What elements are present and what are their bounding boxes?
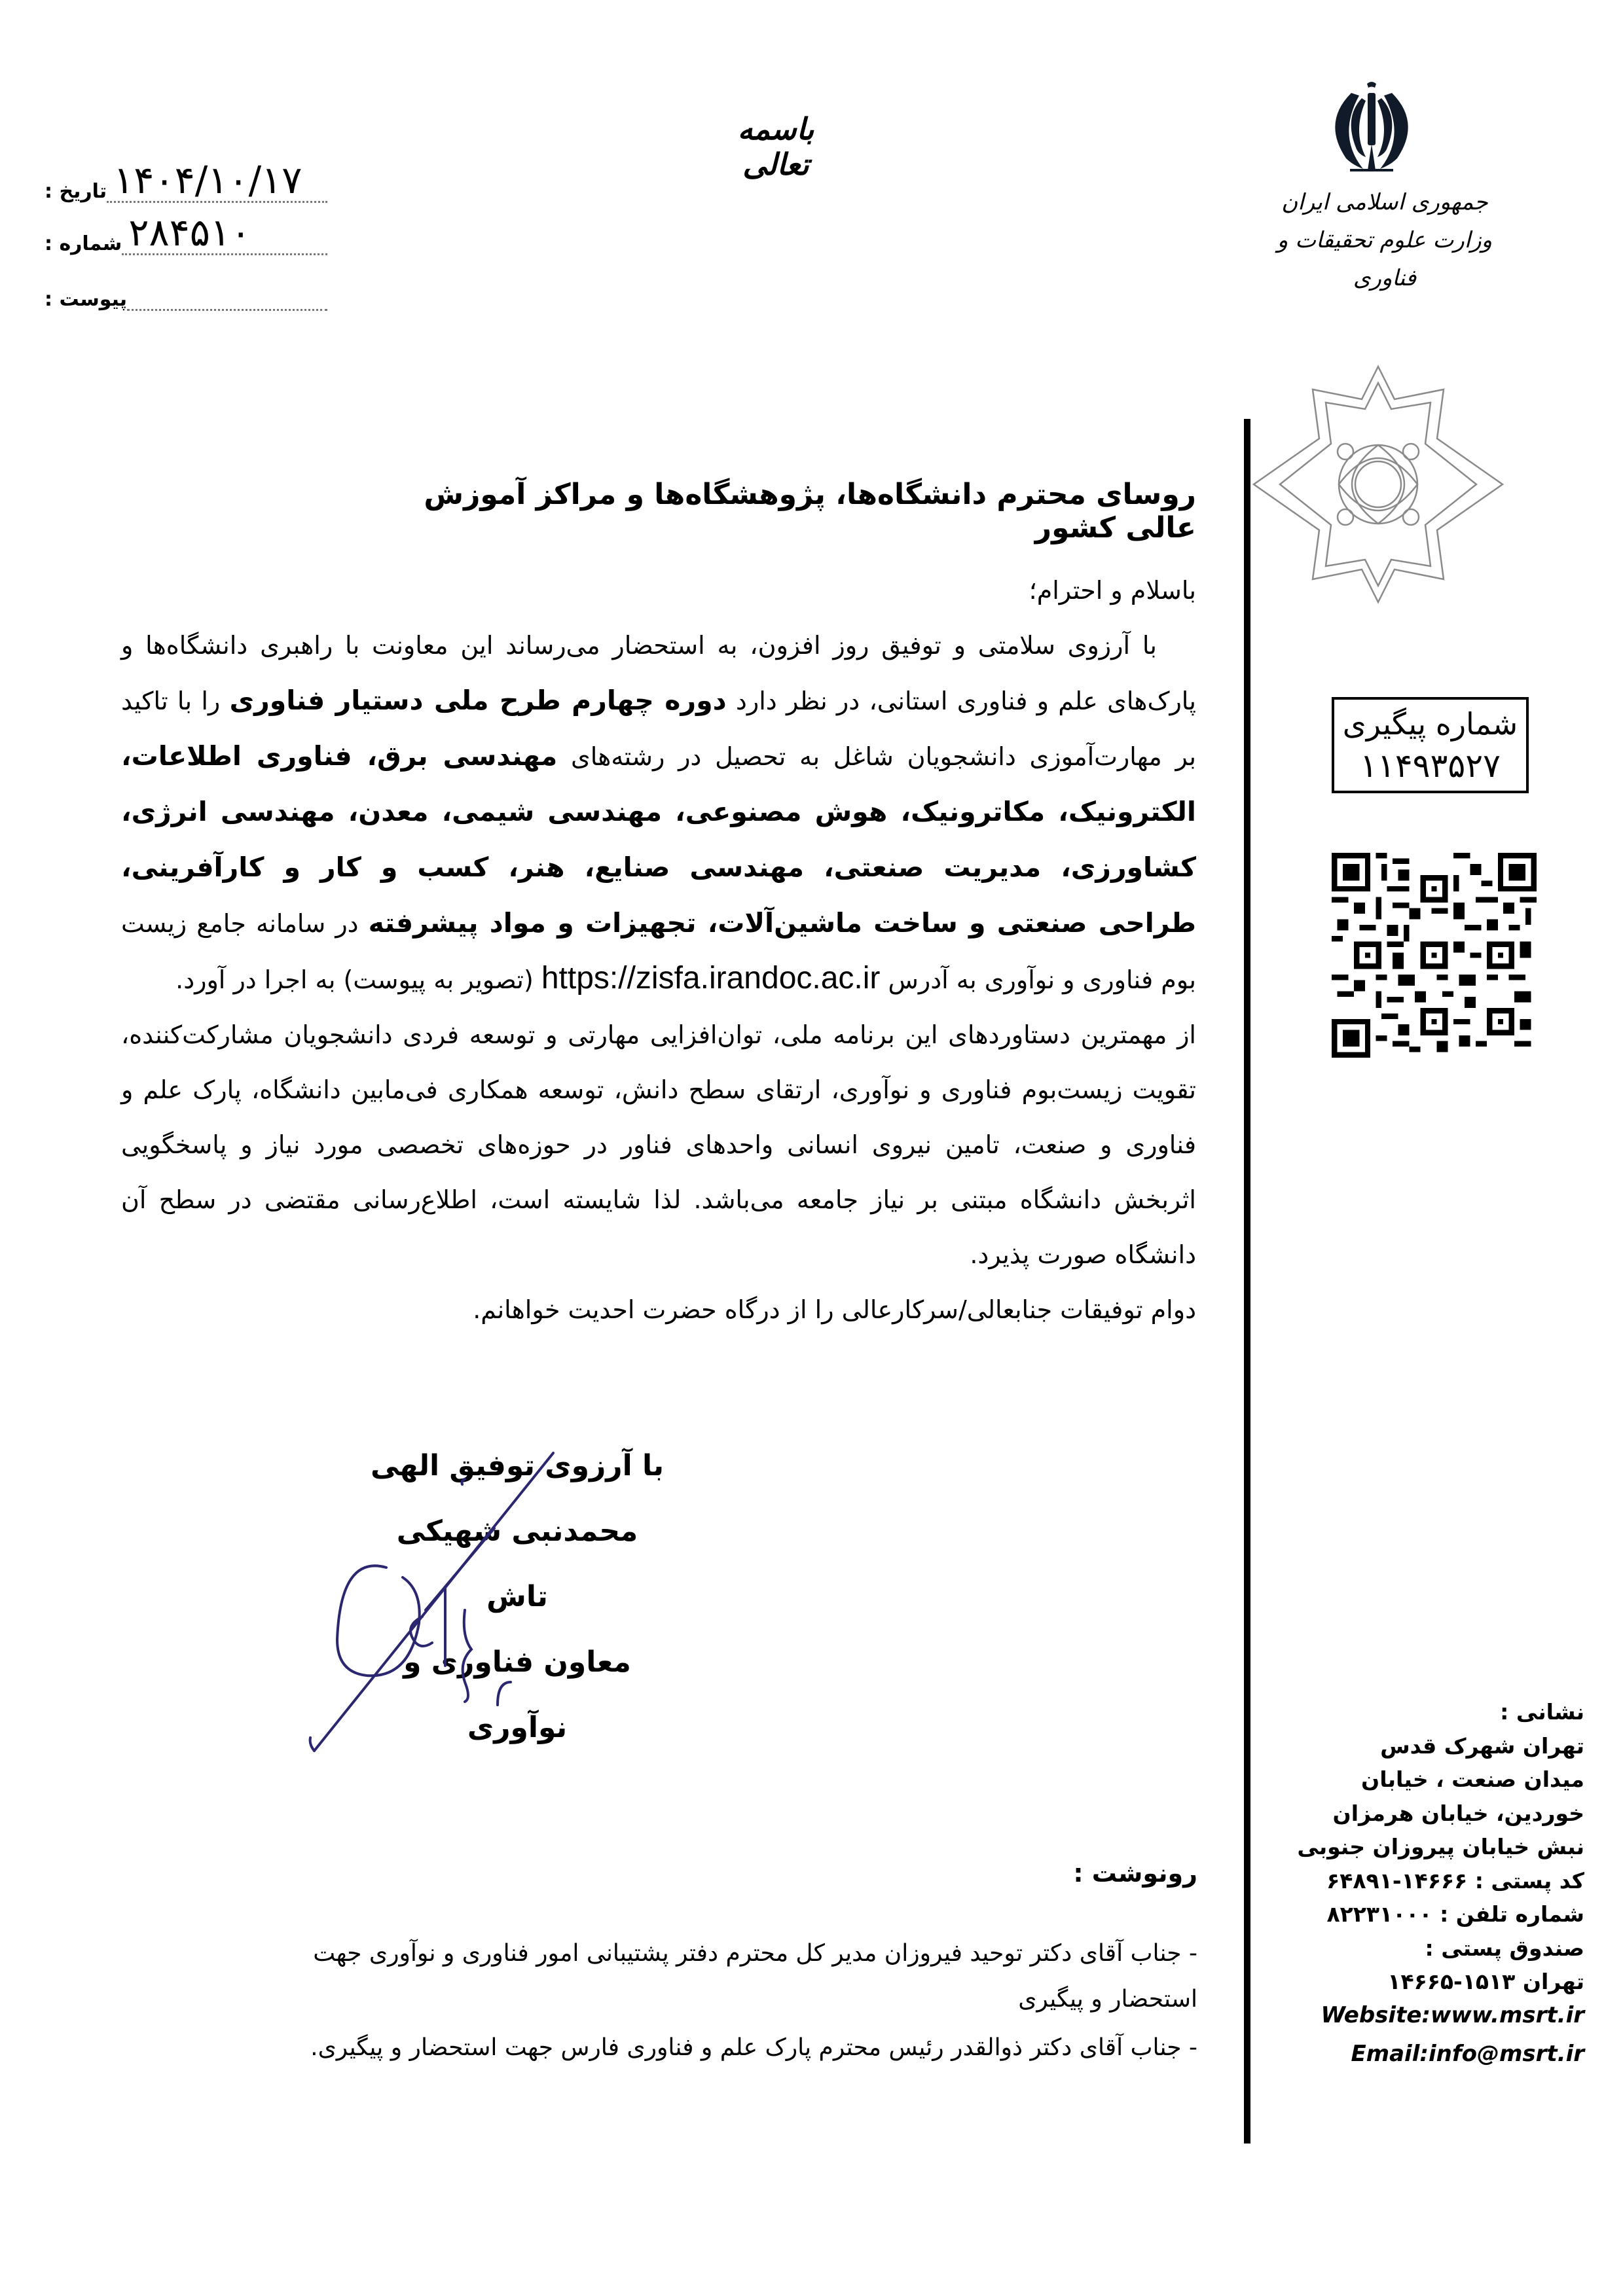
address-line: نبش خیابان پیروزان جنوبی xyxy=(1297,1834,1584,1859)
paragraph-2: از مهمترین دستاوردهای این برنامه ملی، توان‌افزایی مهارتی و توسعه فردی دانشجویان مشارکت‌کننده، تقویت زیست‌بوم فناوری و نوآوری، ارتقای سطح دانش، توسعه همکاری فی‌مابین دانشگاه، پارک علم و فناوری و صنعت، تامین نیروی انسانی واحدهای فناور در حوزه‌های تخصصی مورد نیاز و پاسخگویی اثربخش دانشگاه مبتنی بر نیاز جامعه می‌باشد. لذا شایسته است، اطلاع‌رسانی مقتضی در سطح آن دانشگاه صورت پذیرد. xyxy=(121,1020,1196,1269)
email-link[interactable]: Email:info@msrt.ir xyxy=(1351,2041,1584,2067)
address-line: تهران شهرک قدس xyxy=(1380,1732,1584,1759)
ministry-address xyxy=(1270,1695,1584,2072)
po-box-label: صندوق پستی : xyxy=(1425,1935,1584,1961)
attachment-field xyxy=(39,265,327,311)
fields-list: مهندسی برق، فناوری اطلاعات، الکترونیک، مکاترونیک، هوش مصنوعی، مهندسی شیمی، معدن، مهندسی انرژی، کشاورزی، مدیریت صنعتی، مهندسی صنایع، هنر، کسب و کار و کارآفرینی، طراحی صنعتی و ساخت ماشین‌آلات، تجهیزات و مواد پیشرفته xyxy=(121,740,1196,939)
postal-code: کد پستی : ۱۴۶۶۶-۶۴۸۹۱ xyxy=(1326,1867,1584,1893)
date-value: ۱۴۰۴/۱۰/۱۷ xyxy=(107,160,327,203)
date-field xyxy=(39,157,327,203)
program-name: دوره چهارم طرح ملی دستیار فناوری xyxy=(229,685,727,716)
p1-text-a: با آرزوی سلامتی و توفیق روز افزون، به استحضار می‌رساند این معاونت با راهبری دانشگاه‌ها و پارک‌های علم و فناوری استانی، در نظر دارد xyxy=(121,631,1196,715)
signatory-title: معاون فناوری و نوآوری xyxy=(403,1645,631,1744)
attachment-label: پیوست : xyxy=(45,288,128,311)
cc-heading: رونوشت : xyxy=(1073,1859,1197,1888)
address-label: نشانی : xyxy=(1500,1699,1584,1725)
address-line: خوردین، خیابان هرمزان xyxy=(1332,1800,1584,1826)
date-label: تاریخ : xyxy=(45,180,107,203)
phone-number: شماره تلفن : ۸۲۲۳۱۰۰۰ xyxy=(1326,1901,1584,1927)
p1-text-e: در سامانه جامع زیست بوم فناوری و نوآوری به آدرس xyxy=(121,909,1196,994)
p1-text-c: را با تاکید بر مهارت‌آموزی دانشجویان شاغل به تحصیل در رشته‌های xyxy=(121,687,1197,771)
qr-code-icon[interactable] xyxy=(1332,852,1537,1058)
tracking-label: شماره پیگیری xyxy=(1342,706,1518,742)
system-url-link[interactable]: https://zisfa.irandoc.ac.ir xyxy=(541,961,881,996)
ornament-icon xyxy=(1247,360,1509,609)
basmala-heading: باسمه تعالی xyxy=(737,111,814,182)
attachment-value xyxy=(127,289,327,311)
salutation: باسلام و احترام؛ xyxy=(1029,576,1196,605)
p1-text-f: (تصویر به پیوست) به اجرا در آورد. xyxy=(175,965,541,994)
cc-item: - جناب آقای دکتر ذوالقدر رئیس محترم پارک علم و فناوری فارس جهت استحضار و پیگیری. xyxy=(310,2034,1197,2061)
iran-emblem-icon xyxy=(1322,79,1421,177)
number-value: ۲۸۴۵۱۰ xyxy=(122,213,327,255)
tracking-number-box xyxy=(1332,697,1529,793)
website-link[interactable]: Website:www.msrt.ir xyxy=(1321,2001,1584,2028)
ministry-line1: جمهوری اسلامی ایران xyxy=(1281,189,1488,215)
ministry-line2: وزارت علوم تحقیقات و فناوری xyxy=(1277,227,1493,291)
cc-item: - جناب آقای دکتر توحید فیروزان مدیر کل محترم دفتر پشتیبانی امور فناوری و نوآوری جهت استحضار و پیگیری xyxy=(313,1940,1197,2013)
paragraph-1 xyxy=(121,618,1196,1007)
ministry-title xyxy=(1244,183,1525,297)
number-field xyxy=(39,209,327,255)
number-label: شماره : xyxy=(45,232,122,255)
address-line: میدان صنعت ، خیابان xyxy=(1361,1767,1584,1792)
addressee-heading: روسای محترم دانشگاه‌ها، پژوهشگاه‌ها و مراکز آموزش عالی کشور xyxy=(424,478,1196,545)
closing-line: دوام توفیقات جنابعالی/سرکارعالی را از درگاه حضرت احدیت خواهانم. xyxy=(473,1295,1196,1324)
letter-body xyxy=(121,563,1196,1337)
signatory-name: محمدنبی شهیکی تاش xyxy=(396,1515,638,1613)
tracking-number: ۱۱۴۹۳۵۲۷ xyxy=(1360,747,1501,785)
signature-block xyxy=(367,1433,668,1761)
cc-list xyxy=(248,1931,1197,2073)
signature-greeting: با آرزوی توفیق الهی xyxy=(370,1449,665,1482)
po-box: تهران ۱۵۱۳-۱۴۶۶۵ xyxy=(1387,1969,1584,1994)
vertical-divider xyxy=(1244,419,1250,2144)
